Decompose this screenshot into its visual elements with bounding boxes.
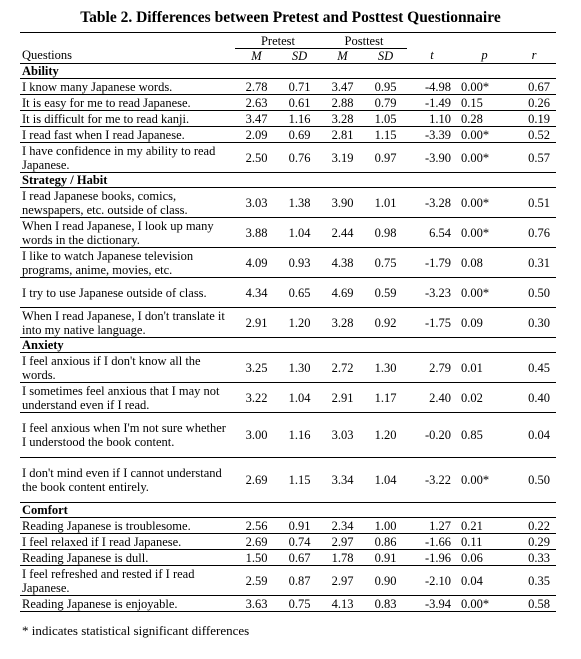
- pretest-mean-cell: 3.22: [235, 383, 278, 413]
- p-value-cell: 0.21: [457, 518, 512, 534]
- p-value-cell: 0.08: [457, 248, 512, 278]
- p-value-cell: 0.00*: [457, 278, 512, 308]
- pretest-mean-cell: 3.00: [235, 413, 278, 458]
- table-row: [20, 127, 556, 143]
- section-title: Ability: [20, 64, 556, 79]
- posttest-mean-cell: 3.34: [321, 458, 364, 503]
- t-value-cell: -3.94: [407, 596, 457, 612]
- pretest-sd-cell: 0.87: [278, 566, 321, 596]
- posttest-sd-cell: 0.91: [364, 550, 407, 566]
- question-cell: I like to watch Japanese television programs, anime, movies, etc.: [20, 248, 235, 278]
- r-value-cell: 0.50: [512, 458, 556, 503]
- p-value-cell: 0.11: [457, 534, 512, 550]
- table-row: [20, 143, 556, 173]
- t-value-cell: 1.10: [407, 111, 457, 127]
- pretest-sd-cell: 0.76: [278, 143, 321, 173]
- pretest-mean-cell: 2.59: [235, 566, 278, 596]
- p-value-cell: 0.06: [457, 550, 512, 566]
- posttest-mean-cell: 2.97: [321, 534, 364, 550]
- posttest-sd-cell: 1.17: [364, 383, 407, 413]
- group-header-row: [20, 33, 556, 49]
- question-cell: I sometimes feel anxious that I may not understand even if I read.: [20, 383, 235, 413]
- t-value-cell: 6.54: [407, 218, 457, 248]
- pretest-sd-cell: 1.15: [278, 458, 321, 503]
- table-row: [20, 413, 556, 458]
- posttest-mean-cell: 2.97: [321, 566, 364, 596]
- column-header-row: [20, 49, 556, 64]
- posttest-mean-cell: 3.90: [321, 188, 364, 218]
- question-cell: When I read Japanese, I don't translate it into my native language.: [20, 308, 235, 338]
- pretest-mean-cell: 1.50: [235, 550, 278, 566]
- pretest-mean-cell: 3.63: [235, 596, 278, 612]
- r-value-cell: 0.67: [512, 79, 556, 95]
- pretest-mean-cell: 2.69: [235, 458, 278, 503]
- table-row: [20, 383, 556, 413]
- results-table: [20, 32, 556, 612]
- p-value-cell: 0.09: [457, 308, 512, 338]
- pretest-mean-cell: 3.47: [235, 111, 278, 127]
- table-row: [20, 550, 556, 566]
- pretest-mean-cell: 2.56: [235, 518, 278, 534]
- p-value-cell: 0.00*: [457, 458, 512, 503]
- t-header: t: [407, 49, 457, 64]
- footnote: * indicates statistical significant differences: [22, 623, 250, 638]
- pretest-mean-cell: 2.09: [235, 127, 278, 143]
- question-cell: I know many Japanese words.: [20, 79, 235, 95]
- posttest-mean-cell: 4.38: [321, 248, 364, 278]
- r-value-cell: 0.31: [512, 248, 556, 278]
- table-row: [20, 79, 556, 95]
- post-sd-header: SD: [364, 49, 407, 64]
- table-row: [20, 566, 556, 596]
- posttest-mean-cell: 2.34: [321, 518, 364, 534]
- section-header-row: [20, 338, 556, 353]
- r-header: r: [512, 49, 556, 64]
- posttest-mean-cell: 3.28: [321, 308, 364, 338]
- r-value-cell: 0.51: [512, 188, 556, 218]
- table-body: [20, 64, 556, 612]
- p-value-cell: 0.04: [457, 566, 512, 596]
- pretest-mean-cell: 3.25: [235, 353, 278, 383]
- section-title: Comfort: [20, 503, 556, 518]
- question-cell: I feel anxious when I'm not sure whether I understood the book content.: [20, 413, 235, 458]
- p-value-cell: 0.85: [457, 413, 512, 458]
- pretest-mean-cell: 2.69: [235, 534, 278, 550]
- r-value-cell: 0.19: [512, 111, 556, 127]
- question-cell: I read fast when I read Japanese.: [20, 127, 235, 143]
- t-value-cell: -3.28: [407, 188, 457, 218]
- question-cell: I feel anxious if I don't know all the words.: [20, 353, 235, 383]
- pretest-sd-cell: 0.65: [278, 278, 321, 308]
- posttest-sd-cell: 0.75: [364, 248, 407, 278]
- questions-header: Questions: [20, 49, 235, 64]
- posttest-mean-cell: 2.81: [321, 127, 364, 143]
- t-value-cell: -1.49: [407, 95, 457, 111]
- pretest-sd-cell: 1.16: [278, 111, 321, 127]
- table-row: [20, 518, 556, 534]
- question-cell: Reading Japanese is enjoyable.: [20, 596, 235, 612]
- t-value-cell: -1.66: [407, 534, 457, 550]
- posttest-header: Posttest: [321, 33, 407, 49]
- posttest-sd-cell: 1.30: [364, 353, 407, 383]
- r-value-cell: 0.04: [512, 413, 556, 458]
- posttest-sd-cell: 0.79: [364, 95, 407, 111]
- question-cell: I feel relaxed if I read Japanese.: [20, 534, 235, 550]
- pretest-header: Pretest: [235, 33, 321, 49]
- section-header-row: [20, 64, 556, 79]
- table-row: [20, 95, 556, 111]
- p-value-cell: 0.00*: [457, 79, 512, 95]
- posttest-mean-cell: 2.88: [321, 95, 364, 111]
- pretest-mean-cell: 2.91: [235, 308, 278, 338]
- posttest-sd-cell: 0.95: [364, 79, 407, 95]
- posttest-sd-cell: 1.15: [364, 127, 407, 143]
- posttest-mean-cell: 2.44: [321, 218, 364, 248]
- posttest-mean-cell: 4.13: [321, 596, 364, 612]
- question-cell: When I read Japanese, I look up many words in the dictionary.: [20, 218, 235, 248]
- r-value-cell: 0.30: [512, 308, 556, 338]
- t-value-cell: -1.75: [407, 308, 457, 338]
- question-cell: I have confidence in my ability to read Japanese.: [20, 143, 235, 173]
- r-value-cell: 0.52: [512, 127, 556, 143]
- question-cell: I don't mind even if I cannot understand the book content entirely.: [20, 458, 235, 503]
- section-header-row: [20, 503, 556, 518]
- pretest-sd-cell: 0.71: [278, 79, 321, 95]
- posttest-sd-cell: 0.92: [364, 308, 407, 338]
- pretest-sd-cell: 1.04: [278, 218, 321, 248]
- p-value-cell: 0.00*: [457, 188, 512, 218]
- pretest-sd-cell: 0.67: [278, 550, 321, 566]
- table-row: [20, 248, 556, 278]
- p-value-cell: 0.00*: [457, 143, 512, 173]
- t-value-cell: -0.20: [407, 413, 457, 458]
- table-row: [20, 534, 556, 550]
- pretest-sd-cell: 0.91: [278, 518, 321, 534]
- t-value-cell: -3.39: [407, 127, 457, 143]
- posttest-sd-cell: 1.20: [364, 413, 407, 458]
- posttest-mean-cell: 3.28: [321, 111, 364, 127]
- posttest-mean-cell: 2.91: [321, 383, 364, 413]
- p-value-cell: 0.02: [457, 383, 512, 413]
- r-value-cell: 0.33: [512, 550, 556, 566]
- question-cell: I feel refreshed and rested if I read Japanese.: [20, 566, 235, 596]
- pretest-mean-cell: 3.88: [235, 218, 278, 248]
- section-title: Strategy / Habit: [20, 173, 556, 188]
- r-value-cell: 0.45: [512, 353, 556, 383]
- posttest-mean-cell: 3.19: [321, 143, 364, 173]
- posttest-sd-cell: 0.59: [364, 278, 407, 308]
- p-value-cell: 0.00*: [457, 596, 512, 612]
- posttest-sd-cell: 1.01: [364, 188, 407, 218]
- posttest-mean-cell: 2.72: [321, 353, 364, 383]
- table-row: [20, 596, 556, 612]
- t-value-cell: 2.79: [407, 353, 457, 383]
- pretest-sd-cell: 0.69: [278, 127, 321, 143]
- pretest-sd-cell: 1.16: [278, 413, 321, 458]
- p-header: p: [457, 49, 512, 64]
- posttest-sd-cell: 0.98: [364, 218, 407, 248]
- r-value-cell: 0.35: [512, 566, 556, 596]
- p-value-cell: 0.01: [457, 353, 512, 383]
- posttest-sd-cell: 0.90: [364, 566, 407, 596]
- posttest-sd-cell: 0.86: [364, 534, 407, 550]
- t-value-cell: -3.90: [407, 143, 457, 173]
- question-cell: It is easy for me to read Japanese.: [20, 95, 235, 111]
- r-value-cell: 0.22: [512, 518, 556, 534]
- posttest-sd-cell: 0.97: [364, 143, 407, 173]
- t-value-cell: -3.22: [407, 458, 457, 503]
- pretest-sd-cell: 0.74: [278, 534, 321, 550]
- question-cell: Reading Japanese is troublesome.: [20, 518, 235, 534]
- r-value-cell: 0.50: [512, 278, 556, 308]
- section-header-row: [20, 173, 556, 188]
- pretest-sd-cell: 1.20: [278, 308, 321, 338]
- question-cell: I try to use Japanese outside of class.: [20, 278, 235, 308]
- r-value-cell: 0.57: [512, 143, 556, 173]
- pretest-sd-cell: 1.38: [278, 188, 321, 218]
- pretest-sd-cell: 0.93: [278, 248, 321, 278]
- pre-sd-header: SD: [278, 49, 321, 64]
- t-value-cell: -1.79: [407, 248, 457, 278]
- question-cell: I read Japanese books, comics, newspapers, etc. outside of class.: [20, 188, 235, 218]
- posttest-sd-cell: 1.05: [364, 111, 407, 127]
- question-cell: Reading Japanese is dull.: [20, 550, 235, 566]
- table-row: [20, 111, 556, 127]
- pretest-sd-cell: 0.61: [278, 95, 321, 111]
- table-row: [20, 278, 556, 308]
- t-value-cell: -3.23: [407, 278, 457, 308]
- pretest-mean-cell: 4.34: [235, 278, 278, 308]
- pretest-sd-cell: 1.04: [278, 383, 321, 413]
- p-value-cell: 0.15: [457, 95, 512, 111]
- posttest-mean-cell: 3.47: [321, 79, 364, 95]
- posttest-mean-cell: 1.78: [321, 550, 364, 566]
- question-cell: It is difficult for me to read kanji.: [20, 111, 235, 127]
- p-value-cell: 0.00*: [457, 127, 512, 143]
- posttest-mean-cell: 4.69: [321, 278, 364, 308]
- t-value-cell: 2.40: [407, 383, 457, 413]
- posttest-mean-cell: 3.03: [321, 413, 364, 458]
- r-value-cell: 0.40: [512, 383, 556, 413]
- table-row: [20, 218, 556, 248]
- pretest-mean-cell: 2.78: [235, 79, 278, 95]
- posttest-sd-cell: 0.83: [364, 596, 407, 612]
- table-row: [20, 458, 556, 503]
- pretest-mean-cell: 4.09: [235, 248, 278, 278]
- pretest-sd-cell: 1.30: [278, 353, 321, 383]
- p-value-cell: 0.28: [457, 111, 512, 127]
- pretest-mean-cell: 3.03: [235, 188, 278, 218]
- r-value-cell: 0.26: [512, 95, 556, 111]
- pre-m-header: M: [235, 49, 278, 64]
- section-title: Anxiety: [20, 338, 556, 353]
- r-value-cell: 0.58: [512, 596, 556, 612]
- post-m-header: M: [321, 49, 364, 64]
- pretest-mean-cell: 2.63: [235, 95, 278, 111]
- t-value-cell: -2.10: [407, 566, 457, 596]
- table-row: [20, 308, 556, 338]
- posttest-sd-cell: 1.04: [364, 458, 407, 503]
- posttest-sd-cell: 1.00: [364, 518, 407, 534]
- pretest-mean-cell: 2.50: [235, 143, 278, 173]
- r-value-cell: 0.76: [512, 218, 556, 248]
- t-value-cell: -1.96: [407, 550, 457, 566]
- p-value-cell: 0.00*: [457, 218, 512, 248]
- r-value-cell: 0.29: [512, 534, 556, 550]
- table-row: [20, 188, 556, 218]
- t-value-cell: 1.27: [407, 518, 457, 534]
- pretest-sd-cell: 0.75: [278, 596, 321, 612]
- table-title: Table 2. Differences between Pretest and Posttest Questionnaire: [80, 9, 501, 26]
- t-value-cell: -4.98: [407, 79, 457, 95]
- table-row: [20, 353, 556, 383]
